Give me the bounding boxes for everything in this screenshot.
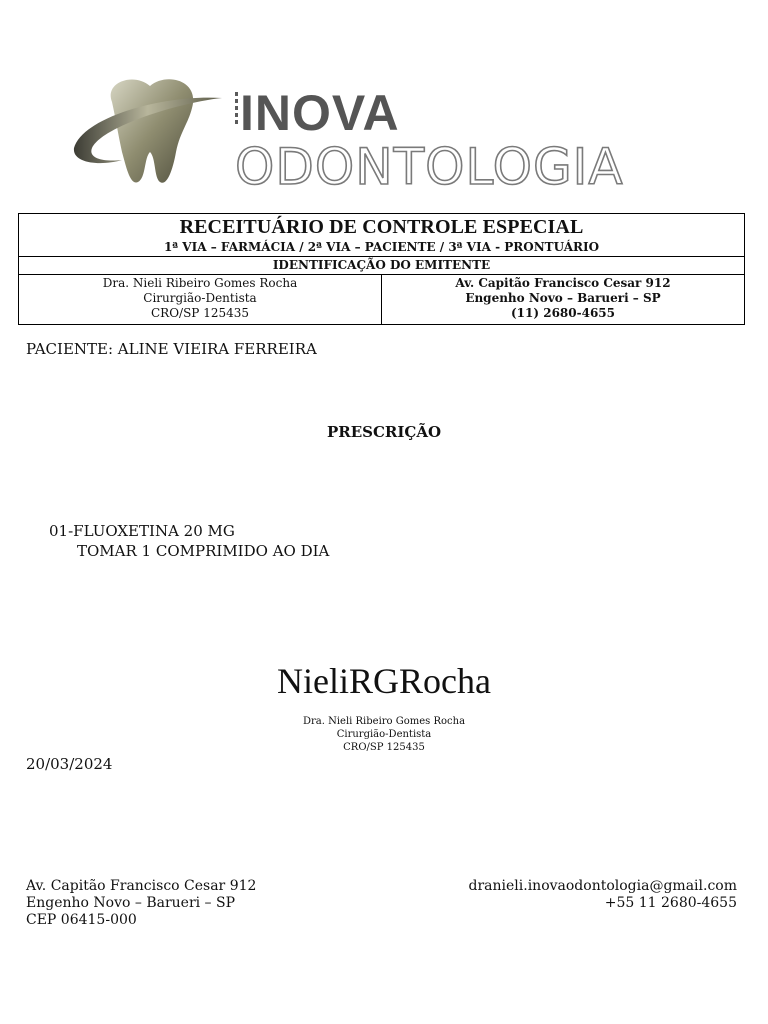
issuer-role: Cirurgião-Dentista — [143, 291, 257, 305]
prescription-date: 20/03/2024 — [26, 755, 113, 773]
signer-name: Dra. Nieli Ribeiro Gomes Rocha — [302, 716, 466, 727]
issuer-name: Dra. Nieli Ribeiro Gomes Rocha — [102, 276, 298, 290]
footer-contact — [469, 878, 737, 912]
issuer-city: Engenho Novo – Barueri – SP — [465, 291, 661, 305]
footer-zip: CEP 06415-000 — [26, 912, 137, 928]
issuer-heading: IDENTIFICAÇÃO DO EMITENTE — [19, 257, 745, 275]
patient-name: PACIENTE: ALINE VIEIRA FERREIRA — [26, 340, 317, 358]
form-title: RECEITUÁRIO DE CONTROLE ESPECIAL — [179, 216, 584, 238]
footer-email: dranieli.inovaodontologia@gmail.com — [468, 878, 737, 894]
issuer-identity-cell — [19, 275, 382, 325]
issuer-street: Av. Capitão Francisco Cesar 912 — [455, 276, 671, 290]
form-title-cell — [19, 214, 745, 257]
prescription-header-table — [18, 213, 745, 325]
inova-wordmark — [235, 92, 238, 124]
issuer-registry: CRO/SP 125435 — [150, 306, 249, 320]
footer-city: Engenho Novo – Barueri – SP — [26, 895, 236, 911]
form-copies-line: 1ª VIA – FARMÁCIA / 2ª VIA – PACIENTE / 3ª VIA - PRONTUÁRIO — [163, 240, 600, 254]
signature-block — [0, 715, 768, 754]
footer-phone: +55 11 2680-4655 — [604, 895, 737, 911]
footer-address — [26, 878, 256, 929]
signer-registry: CRO/SP 125435 — [343, 742, 425, 753]
brand-name-top: INOVA — [240, 85, 400, 141]
handwritten-signature: NieliRGRocha — [277, 661, 491, 701]
prescription-instructions: TOMAR 1 COMPRIMIDO AO DIA — [77, 542, 330, 560]
issuer-phone: (11) 2680-4655 — [510, 306, 615, 320]
signer-role: Cirurgião-Dentista — [336, 729, 432, 740]
tooth-icon — [111, 79, 194, 183]
issuer-address-cell — [382, 275, 745, 325]
clinic-logo — [72, 62, 634, 196]
brand-name-bottom: ODONTOLOGIA — [235, 138, 624, 196]
footer-street: Av. Capitão Francisco Cesar 912 — [26, 878, 257, 894]
prescription-item: 01-FLUOXETINA 20 MG — [49, 522, 235, 540]
prescription-heading: PRESCRIÇÃO — [326, 423, 442, 441]
